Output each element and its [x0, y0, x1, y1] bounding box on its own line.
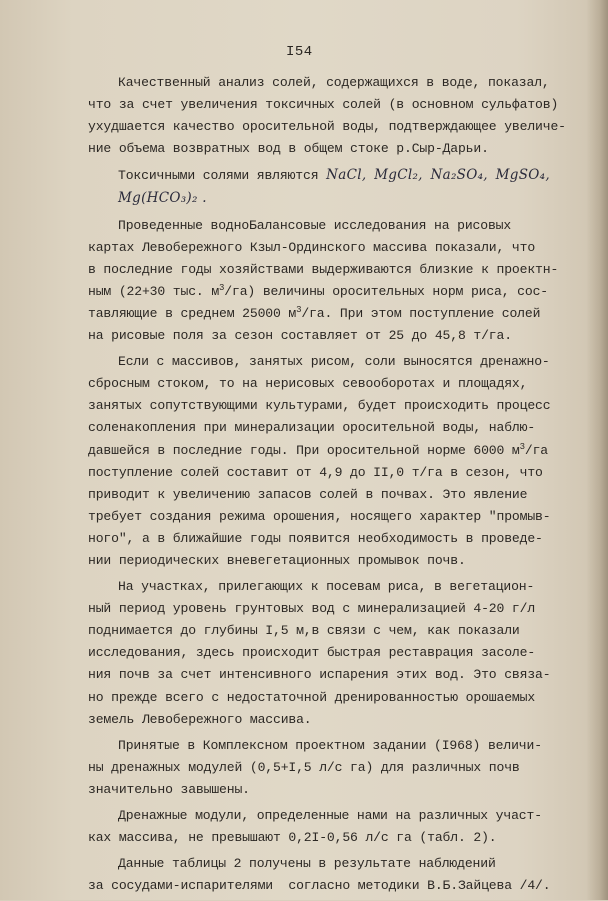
text-line — [88, 281, 583, 303]
text-line — [88, 187, 583, 210]
text-line: соленакопления при минерализации оросительной воды, наблю- — [88, 420, 536, 436]
handwritten-formula: NaCl, — [326, 167, 367, 184]
paragraph-water-balance — [88, 215, 583, 348]
toxic-salts-lead: Токсичными солями являются — [118, 168, 319, 184]
text-segment: тавляющие в среднем 25000 м — [88, 305, 297, 321]
text-line: сбросным стоком, то на нерисовых севооборотах и площадях, — [88, 376, 528, 392]
text-line: ках массива, не превышают 0,2I-0,56 л/с га (табл. 2). — [88, 830, 497, 846]
text-segment: /га — [524, 442, 549, 458]
paragraph-table-source — [88, 853, 583, 897]
text-line: На участках, прилегающих к посевам риса, в вегетацион- — [118, 579, 535, 595]
text-segment: /га. При этом поступление солей — [301, 305, 541, 321]
text-line: Качественный анализ солей, содержащихся в воде, показал, — [118, 75, 550, 90]
text-line: Данные таблицы 2 получены в результате наблюдений — [118, 856, 496, 872]
text-line: картах Левобережного Кзыл-Ординского массива показали, что — [88, 239, 536, 255]
text-line: ного", а в ближайшие годы появится необходимость в проведе- — [88, 530, 543, 546]
superscript: 3 — [519, 441, 525, 452]
handwritten-formula: MgCl₂, — [374, 167, 423, 184]
text-line: требует создания режима орошения, носящего характер "промыв- — [88, 508, 551, 524]
handwritten-formula: Na₂SO₄, — [430, 167, 488, 184]
paragraph-salt-analysis — [88, 72, 583, 160]
text-line: за сосудами-испарителями согласно методики В.Б.Зайцева /4/. — [88, 878, 551, 894]
text-line — [88, 303, 583, 325]
text-line: Принятые в Комплексном проектном задании (I968) величи- — [118, 737, 542, 753]
text-line: что за счет увеличения токсичных солей (в основном сульфатов) — [88, 97, 559, 113]
page-body — [88, 72, 583, 901]
paragraph-salt-accumulation — [88, 351, 583, 572]
handwritten-formula: MgSO₄, — [495, 167, 550, 184]
text-line: ухудшается качество оросительной воды, подтверждающее увеличе- — [88, 119, 566, 135]
text-line: поступление солей составит от 4,9 до II,0 т/га в сезон, что — [88, 464, 543, 480]
superscript: 3 — [219, 282, 225, 293]
text-line: Дренажные модули, определенные нами на различных участ- — [118, 808, 542, 823]
text-line: поднимается до глубины I,5 м,в связи с чем, как показали — [88, 623, 520, 639]
text-segment: /га) величины оросительных норм риса, сос- — [224, 283, 549, 299]
page-edge-shadow — [586, 0, 608, 900]
paragraph-groundwater — [88, 576, 583, 731]
superscript: 3 — [296, 304, 302, 315]
text-line: приводит к увеличению запасов солей в почвах. Это явление — [88, 486, 528, 502]
text-line: значительно завышены. — [88, 781, 250, 797]
paragraph-measured-modules — [88, 805, 583, 849]
text-line: ный период уровень грунтовых вод с минерализацией 4-20 г/л — [88, 601, 536, 617]
text-line: занятых сопутствующими культурами, будет происходить процесс — [88, 398, 551, 414]
text-line: на рисовые поля за сезон составляет от 25 до 45,8 т/га. — [88, 328, 512, 344]
paragraph-drainage-modules — [88, 735, 583, 801]
paragraph-toxic-salts — [88, 164, 583, 210]
text-segment: давшейся в последние годы. При оросительной норме 6000 м — [88, 442, 520, 458]
handwritten-formula: Mg(HCO₃)₂ . — [118, 190, 207, 207]
text-line: но прежде всего с недостаточной дренированностью орошаемых — [88, 689, 536, 705]
text-line: Если с массивов, занятых рисом, соли выносятся дренажно- — [118, 354, 550, 370]
text-line: ния почв за счет интенсивного испарения этих вод. Это связа- — [88, 667, 551, 683]
text-line: Проведенные водноБалансовые исследования на рисовых — [118, 217, 512, 233]
text-line: исследования, здесь происходит быстрая реставрация засоле- — [88, 645, 536, 661]
text-line: земель Левобережного массива. — [88, 711, 312, 727]
text-line: в последние годы хозяйствами выдерживаются близкие к проектн- — [88, 261, 559, 277]
text-line: ние объема возвратных вод в общем стоке р.Сыр-Дарьи. — [88, 141, 489, 157]
page-number: I54 — [286, 44, 313, 60]
text-line — [88, 440, 583, 462]
text-line: нии периодических вневегетационных промывок почв. — [88, 552, 466, 568]
text-line — [88, 164, 583, 187]
text-segment: ным (22+30 тыс. м — [88, 283, 220, 299]
text-line: ны дренажных модулей (0,5+I,5 л/с га) для различных почв — [88, 759, 520, 775]
